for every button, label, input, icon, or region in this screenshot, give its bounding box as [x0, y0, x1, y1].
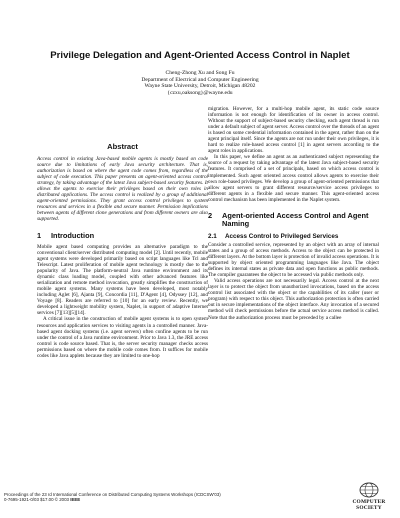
section-heading-introduction [37, 232, 208, 240]
abstract-heading: Abstract [107, 142, 138, 151]
intro-paragraph-3: migration. However, for a multi-hop mobile agent, its static code source information is not enough for identification of its owner in access control. Without the support of subject-based security checking, each agent thread is run under a default subject of agent server. Access control over the threads of an agent is based on some credential information contained in the agent, rather than on the agent principal itself. Since the agents are not run under their own privileges, it is hard to realize role-based access control [1] in agent servers according to the agent roles in applications. [208, 106, 379, 155]
ieee-mark: IEEE [70, 497, 81, 503]
author-names: Cheng-Zhong Xu and Song Fu [165, 70, 235, 76]
section-number: 2 [208, 210, 213, 220]
subsection-title: Access Control to Privileged Services [225, 232, 339, 240]
section-title: Agent-oriented Access Control and Agent Naming [222, 210, 369, 229]
subsection-number: 2.1 [208, 232, 217, 240]
globe-icon [359, 482, 379, 498]
section-number: 1 [37, 230, 42, 240]
abstract-text: Access control in existing Java-based mobile agents is mostly based on code source due to limitations of early Java security architecture. That is, authorization is based on where the agent code comes from, regardless of the subject of code execution. This paper presents an agent-oriented access control strategy, by taking advantage of the latest Java subject-based security features. It allows the agents to exercise their privileges based on their own roles in distributed applications. The access control is realized by a group of additional agent-oriented permissions. They grant access control privileges to system resources and services in a flexible and secure manner. Permission implications between agents of different clone generations and from different owners are also supported. [37, 156, 208, 223]
section2-paragraph-2: Valid access operations are not necessarily legal. Access control at the next layer is to protect the object from unauthorized invocations, based on the access control list associated with the object or the capabilities of its caller (user or program) with respect to this object. This authorization protection is often carried out in secure implementations of the object interface. Any invocation of a secured method will check permissions before the actual service access method is called. Note that the authorization process must be preceded by a callee [208, 278, 379, 321]
computer-society-logo [346, 482, 392, 512]
left-column [37, 108, 208, 359]
section2-paragraph-1: Consider a controlled service, represented by an object with an array of internal states and a group of access methods. Access to the object can be protected in different layers. At the bottom layer is protection of invalid access operations. It is supported by object oriented programming languages like Java. The object defines its internal states as private data and open functions as public methods. The compiler guarantees the object to be accessed via public methods only. [208, 241, 379, 279]
intro-paragraph-4: In this paper, we define an agent as an authenticated subject representing the source of a request by taking advantage of the latest Java subject-based security features. It comprised of a set of principals, based on which access control is implemented. Such agent oriented access control allows agents to exercise their own role-based privileges. We develop a group of agent-oriented permissions that allow agent servers to grant different resource/service access privileges to different agents in a flexible and secure manner. This agent-oriented access control mechanism has been implemented in the Naplet system. [208, 154, 379, 203]
intro-paragraph-2: A critical issue in the construction of mobile agent systems is to open system resources and application services to visiting agents in a controlled manner. Java-based agent docking systems (i.e. agent servers) often confine agents to be run under the control of a Java runtime environment. Prior to Java 1.3, the JRE access control is code source based. That is, the server security manager checks access permissions based on where the mobile code comes from. It suffices for mobile codes like Java applets because they are limited to one-hop [37, 316, 208, 359]
author-department: Department of Electrical and Computer Engineering [141, 76, 259, 83]
proceedings-line: Proceedings of the 23 rd International Conference on Distributed Computing Systems Workshops (ICDCSW'03) [4, 492, 221, 497]
section-heading-access-control [208, 212, 379, 229]
subsection-heading-privileged-services [208, 233, 379, 240]
intro-paragraph-1: Mobile agent based computing provides an alternative paradigm to the conventional client/server distributed computing model [2]. Until recently, mobile agent systems were developed primarily based on script languages like Tcl and Telescript. Latest proliferation of mobile agent technology is mostly due to the popularity of Java. The platform-neutral Java runtime environment and its dynamic class loading model, coupled with other advanced features like serialization and remote method invocation, greatly simplifies the construction of mobile agent systems. Many systems have been developed, most notably including Aglet [6], Ajanta [9], Concordia [11], D'Agent [4], Odyssey [12], and Voyage [8]. Readers are referred to [10] for an early review. Recently, we developed a lightweight mobility system, Naplet, in support of adaptive Internet services [7][13][5][14]. [37, 243, 208, 317]
logo-line-society: SOCIETY [356, 505, 382, 511]
proceedings-footer [4, 492, 334, 503]
author-university: Wayne State University, Detroit, Michigan 48202 [144, 83, 256, 90]
logo-line-computer: COMPUTER [352, 499, 386, 505]
isbn-line [4, 497, 334, 502]
paper-title: Privilege Delegation and Agent-Oriented Access Control in Naplet [50, 50, 350, 61]
right-column [208, 106, 379, 321]
author-block [60, 70, 340, 96]
author-email: {czxu,oaksong}@wayne.edu [167, 89, 233, 96]
isbn-text: 0-7695-1921-0/03 $17.00 © 2003 [4, 497, 69, 503]
section-title: Introduction [51, 230, 95, 240]
